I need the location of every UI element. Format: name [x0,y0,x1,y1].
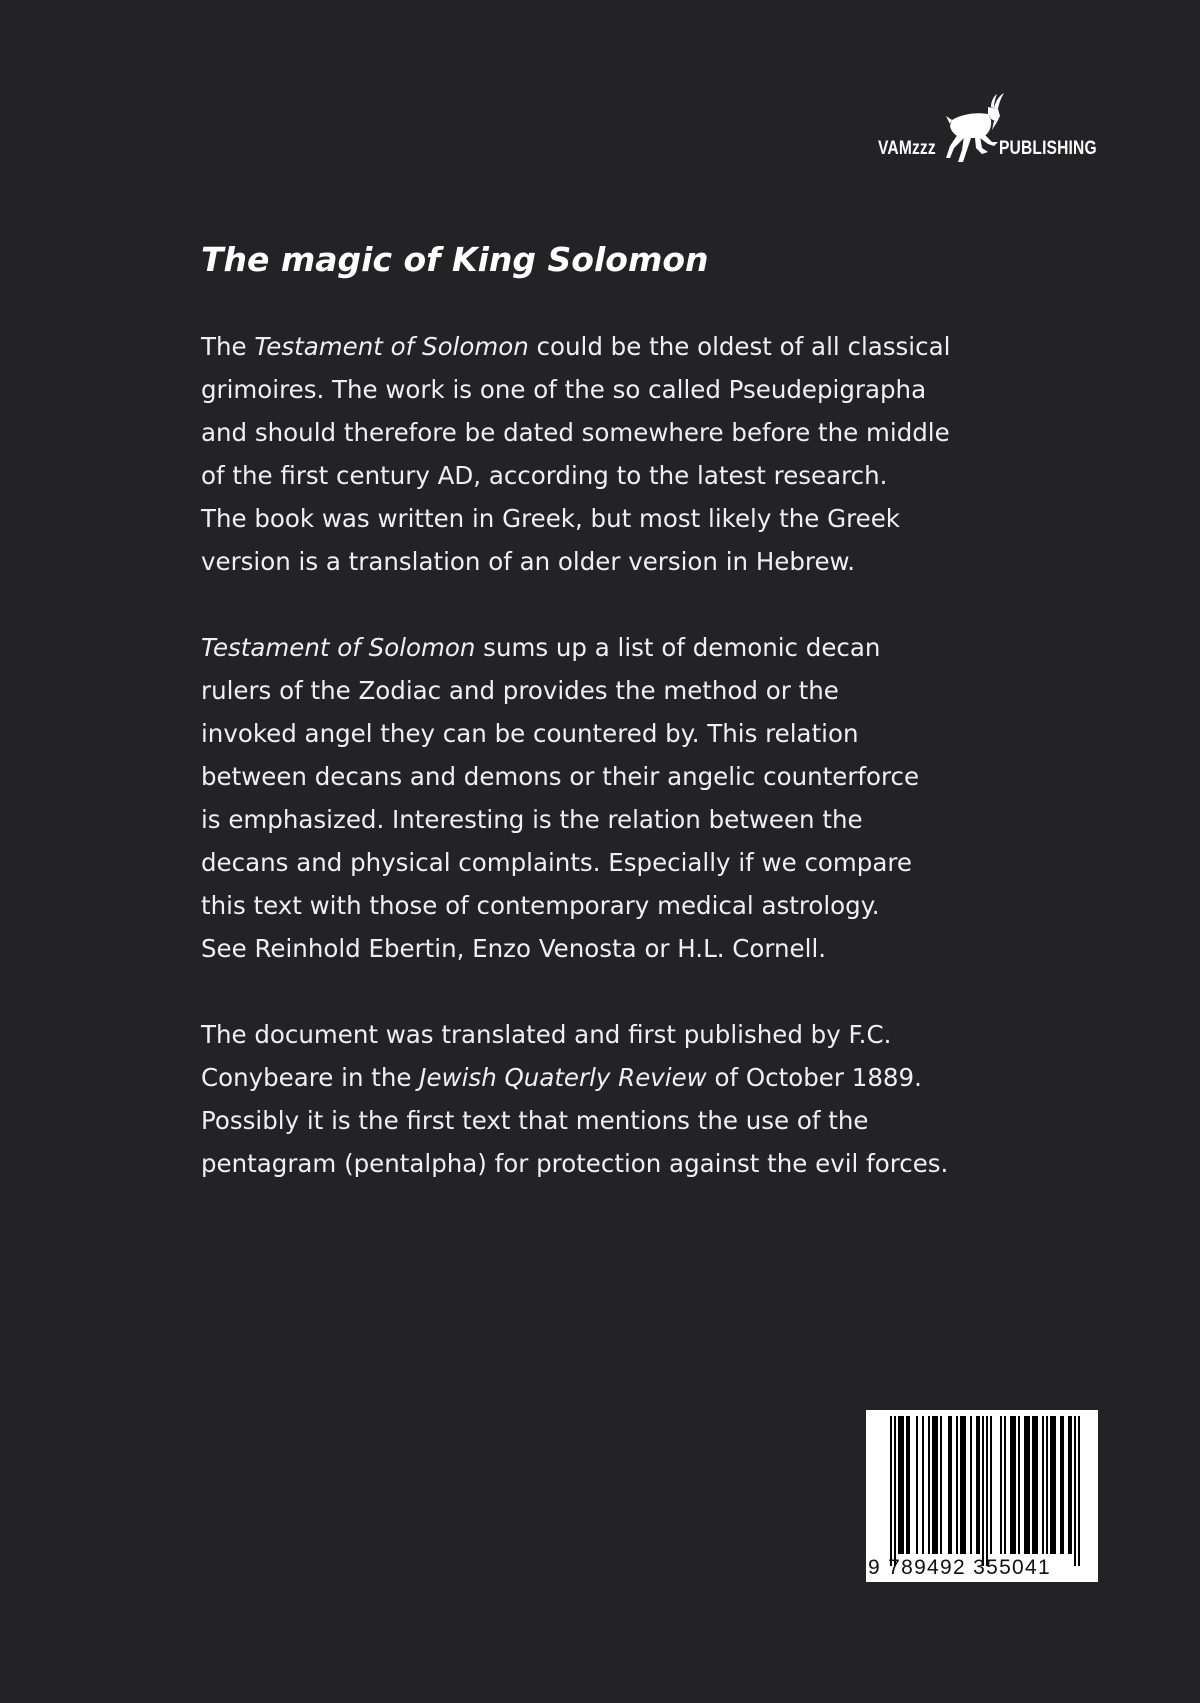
text-run: The document was translated and first published by F.C. [201,1020,892,1049]
barcode-bar [1004,1416,1006,1554]
barcode-bar [1024,1416,1030,1554]
barcode-bar [1010,1416,1016,1554]
barcode-bar [922,1416,924,1554]
text-line [201,1013,1021,1056]
paragraph [201,1013,1021,1185]
text-line [201,1142,1021,1185]
barcode-bar [1050,1416,1056,1554]
text-run: version is a translation of an older version in Hebrew. [201,547,856,576]
barcode-bar [1032,1416,1038,1554]
barcode-bar [1046,1416,1048,1554]
text-run: of October 1889. [706,1063,922,1092]
text-run: The book was written in Greek, but most likely the Greek [201,504,900,533]
barcode-bar [956,1416,958,1554]
publisher-name-left: VAMzzz [878,138,936,159]
barcode-bar [928,1416,930,1554]
text-run: invoked angel they can be countered by. This relation [201,719,859,748]
text-line [201,454,1021,497]
text-run: and should therefore be dated somewhere before the middle [201,418,950,447]
text-run: rulers of the Zodiac and provides the method or the [201,676,839,705]
text-line [201,884,1021,927]
text-run: of the first century AD, according to the latest research. [201,461,888,490]
book-blurb-title: The magic of King Solomon [201,240,709,279]
text-line [201,626,1021,669]
barcode-bar [1042,1416,1044,1554]
text-run: pentagram (pentalpha) for protection against the evil forces. [201,1149,949,1178]
text-line [201,325,1021,368]
text-line [201,841,1021,884]
text-line [201,669,1021,712]
barcode-bar [940,1416,942,1554]
barcode-bar [1000,1416,1002,1554]
barcode-bar [970,1416,972,1554]
text-line [201,927,1021,970]
italic-title-reference: Testament of Solomon [254,332,529,361]
goat-icon [942,92,1004,168]
barcode-bar [890,1416,892,1566]
barcode-bar [982,1416,984,1566]
text-line [201,798,1021,841]
barcode-bar [1074,1416,1076,1566]
text-run: is emphasized. Interesting is the relation between the [201,805,863,834]
barcode-bar [894,1416,896,1566]
text-run: See Reinhold Ebertin, Enzo Venosta or H.L. Cornell. [201,934,827,963]
italic-title-reference: Testament of Solomon [201,633,476,662]
text-run: between decans and demons or their angelic counterforce [201,762,920,791]
text-line [201,368,1021,411]
text-line [201,755,1021,798]
barcode-bar [1018,1416,1020,1554]
publisher-logo [878,92,1100,172]
text-line [201,540,1021,583]
barcode-bar [986,1416,988,1566]
text-run: sums up a list of demonic decan [475,633,881,662]
text-run: decans and physical complaints. Especially if we compare [201,848,912,877]
text-run: this text with those of contemporary medical astrology. [201,891,880,920]
barcode-digits: 9 789492 355041 [868,1556,1051,1579]
barcode-bar [898,1416,904,1554]
text-line [201,497,1021,540]
barcode-bar [1060,1416,1064,1554]
barcode-bar [1068,1416,1072,1554]
paragraph [201,626,1021,970]
barcode-bar [960,1416,966,1554]
text-run: Possibly it is the first text that mentions the use of the [201,1106,869,1135]
text-line [201,712,1021,755]
back-cover-text [201,240,1021,1228]
isbn-barcode [866,1410,1098,1582]
barcode-bar [948,1416,952,1554]
barcode-bar [916,1416,918,1554]
text-run: grimoires. The work is one of the so called Pseudepigrapha [201,375,927,404]
barcode-bar [990,1416,992,1554]
paragraph [201,325,1021,583]
barcode-bar [906,1416,910,1554]
barcode-bar [976,1416,980,1554]
text-line [201,1099,1021,1142]
italic-title-reference: Jewish Quaterly Review [419,1063,707,1092]
text-run: The [201,332,255,361]
text-run: Conybeare in the [201,1063,420,1092]
text-run: could be the oldest of all classical [528,332,951,361]
barcode-bar [932,1416,938,1554]
barcode-bar [1078,1416,1080,1566]
text-line [201,1056,1021,1099]
publisher-name-right: PUBLISHING [999,138,1097,159]
text-line [201,411,1021,454]
